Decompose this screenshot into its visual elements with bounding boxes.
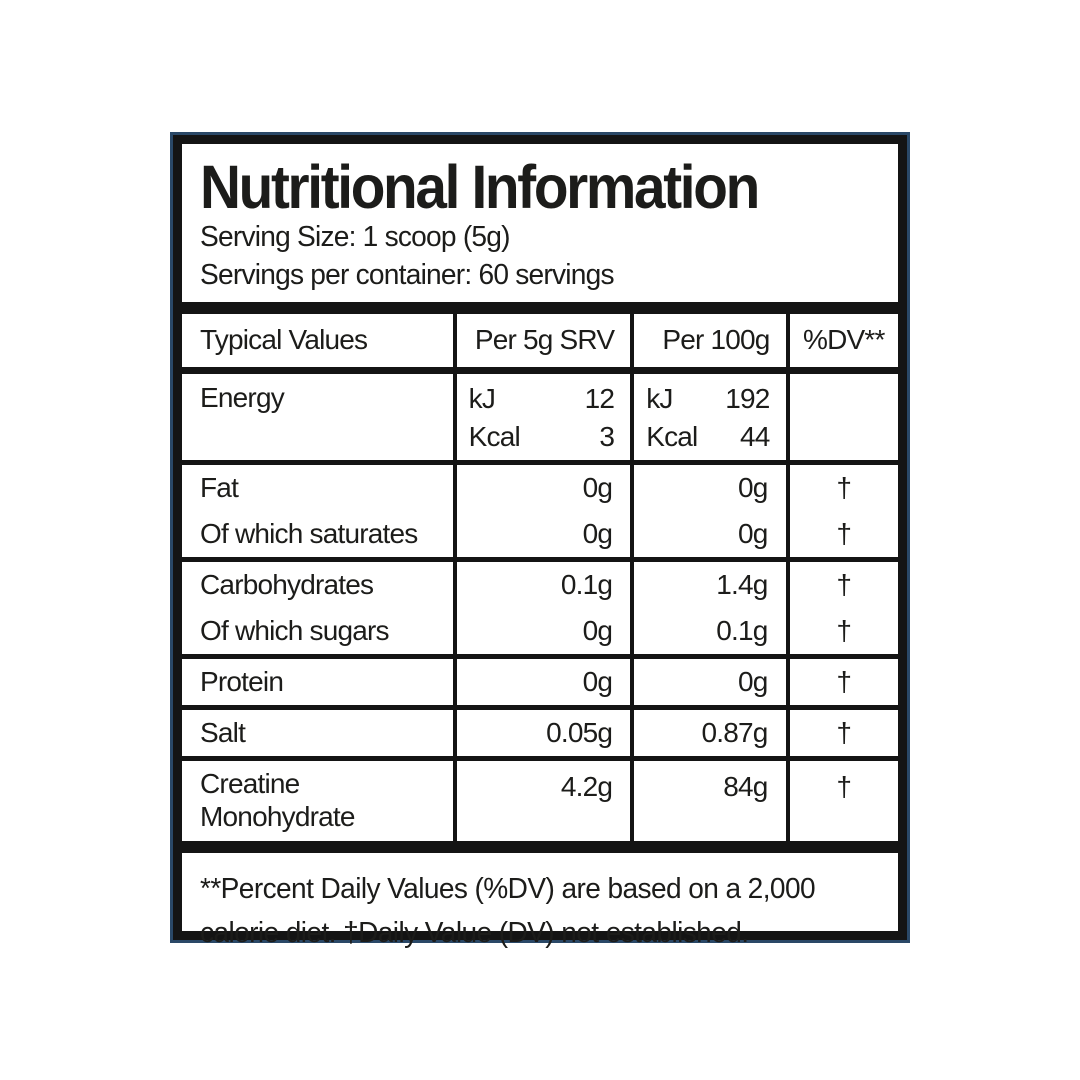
nutrition-label — [173, 135, 907, 949]
dv-value: † — [836, 614, 852, 646]
value-per-srv: 0g — [453, 659, 631, 705]
value-per-100g: 0.87g — [630, 710, 785, 756]
dv-value: † — [836, 471, 852, 503]
value-per-srv: 0.1g — [560, 568, 613, 600]
energy-per-srv-cell — [453, 374, 631, 460]
unit-value: 12 — [584, 382, 615, 414]
table-group-fat — [182, 465, 898, 557]
table-row-energy — [182, 374, 898, 460]
page-title: Nutritional Information — [200, 153, 758, 221]
dv-value: † — [836, 517, 852, 549]
unit-value: 192 — [725, 382, 770, 414]
table-group-carbohydrates — [182, 562, 898, 654]
energy-srv-kj-line — [457, 380, 631, 418]
unit-label: kJ — [468, 382, 496, 414]
value-per-srv: 0g — [582, 614, 613, 646]
table-row-creatine-monohydrate — [182, 761, 898, 841]
dv-value: † — [786, 710, 898, 756]
daily-values-footnote: **Percent Daily Values (%DV) are based on a 2,000 calorie diet. †Daily Value (DV) not established. — [200, 872, 815, 949]
value-per-100g: 0g — [630, 659, 785, 705]
nutrient-name: Creatine Monohydrate — [200, 767, 355, 832]
unit-label: kJ — [646, 382, 673, 414]
unit-value: 3 — [599, 420, 615, 452]
energy-100g-kcal-line — [634, 418, 785, 456]
value-per-srv: 0.05g — [453, 710, 631, 756]
value-per-srv: 0g — [582, 517, 613, 549]
nutrient-name: Protein — [200, 665, 284, 697]
header-typical-values: Typical Values — [200, 324, 368, 356]
header-per-100g: Per 100g — [630, 314, 785, 367]
energy-srv-kcal-line — [457, 418, 631, 456]
serving-size-line: Serving Size: 1 scoop (5g) — [200, 221, 510, 254]
servings-per-container-line: Servings per container: 60 servings — [200, 258, 614, 291]
dv-value: † — [786, 761, 898, 841]
value-per-srv: 4.2g — [453, 761, 631, 841]
divider-title — [182, 302, 898, 314]
nutrient-name: Fat — [200, 471, 239, 503]
table-row-salt — [182, 710, 898, 756]
divider-footer — [182, 841, 898, 853]
energy-dv-cell — [786, 374, 898, 460]
divider-header — [182, 367, 898, 374]
value-per-100g: 84g — [630, 761, 785, 841]
unit-label: Kcal — [646, 420, 698, 452]
energy-100g-kj-line — [634, 380, 785, 418]
value-per-srv: 0g — [582, 471, 613, 503]
footer-section — [182, 853, 898, 965]
nutrient-name: Of which sugars — [200, 614, 389, 646]
dv-value: † — [786, 659, 898, 705]
nutrient-name: Carbohydrates — [200, 568, 374, 600]
title-section — [182, 144, 898, 302]
table-row-protein — [182, 659, 898, 705]
value-per-100g: 1.4g — [716, 568, 768, 600]
nutrient-name: Salt — [200, 716, 246, 748]
header-per-5g-srv: Per 5g SRV — [453, 314, 631, 367]
value-per-100g: 0.1g — [716, 614, 768, 646]
header-dv: %DV** — [786, 314, 898, 367]
value-per-100g: 0g — [738, 517, 768, 549]
nutrient-name: Of which saturates — [200, 517, 418, 549]
table-header-row — [182, 314, 898, 367]
unit-value: 44 — [740, 420, 770, 452]
value-per-100g: 0g — [738, 471, 768, 503]
dv-value: † — [836, 568, 852, 600]
unit-label: Kcal — [468, 420, 520, 452]
energy-per-100g-cell — [630, 374, 785, 460]
nutrient-name: Energy — [200, 381, 284, 413]
